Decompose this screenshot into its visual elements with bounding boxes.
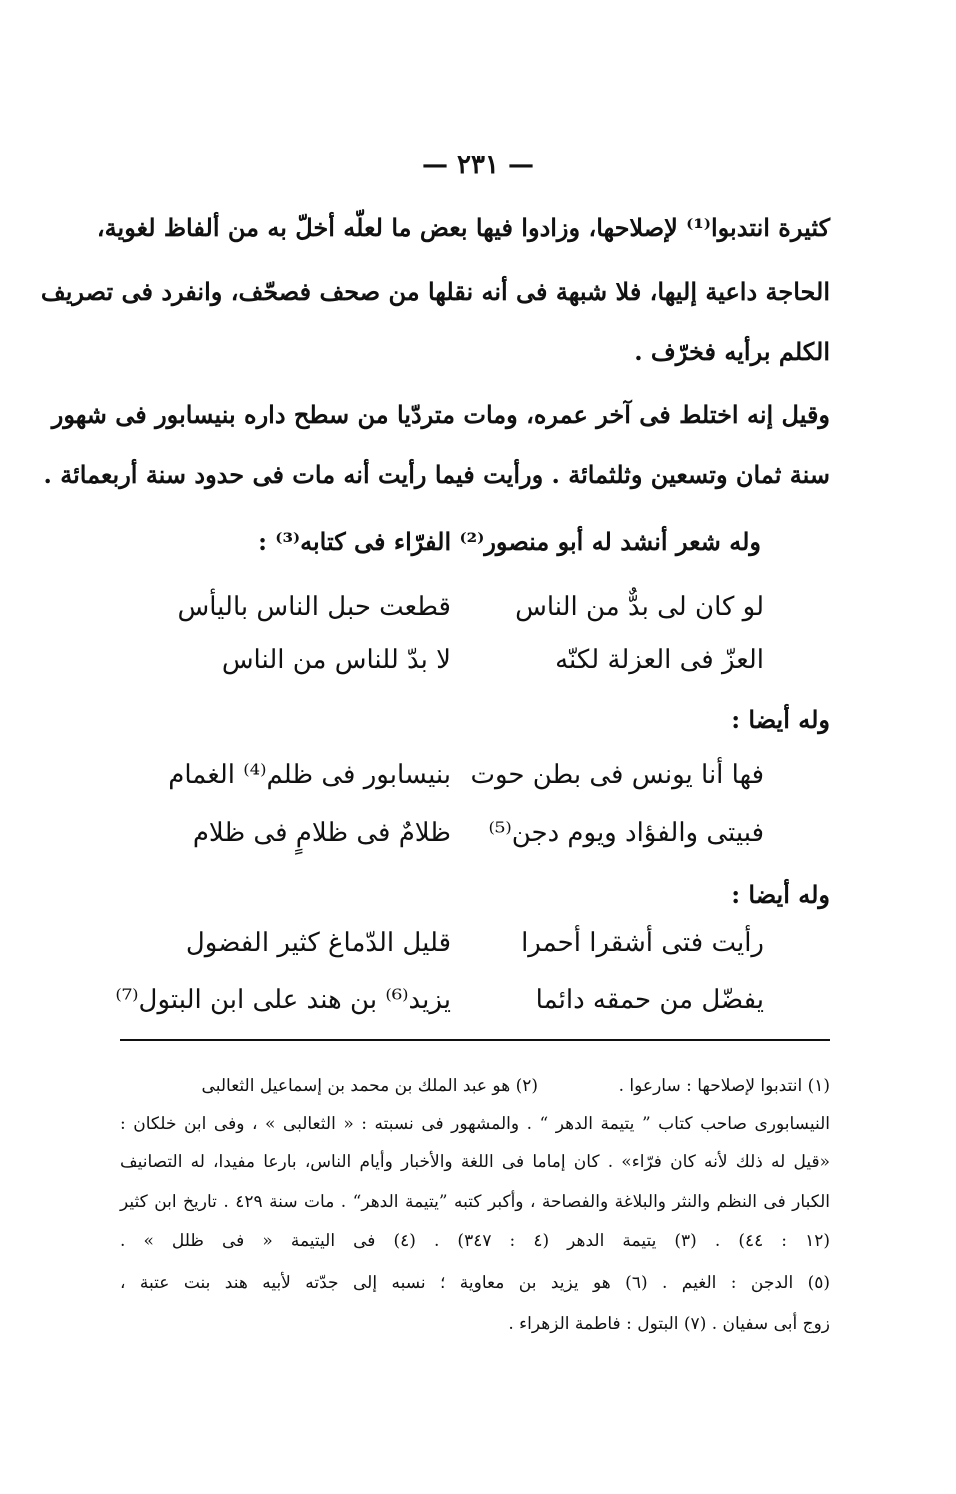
body-line-3: الكلم برأيه فخرّف . — [634, 337, 830, 366]
body-line-2: الحاجة داعية إليها، فلا شبهة فى أنه نقلها من صحف فصحّف، وانفرد فى تصريف — [40, 277, 830, 306]
verse-4-hemistich-2: ظلامٌ فى ظلامٍ فى ظلام — [192, 818, 451, 848]
footnote-divider — [120, 1039, 830, 1041]
footnote-line: الكبار فى النظم والنثر والبلاغة والفصاحة ، وأكبر كتبه ”يتيمة الدهر“ . مات سنة ٤٢٩ . تاريخ ابن كثير — [120, 1192, 830, 1212]
footnote-2-start: (٢) هو عبد الملك بن محمد بن إسماعيل الثعالبى — [201, 1076, 538, 1096]
verse-3-hemistich-2: بنيسابور فى ظلم⁽⁴⁾ الغمام — [168, 760, 451, 790]
page-number: — ٢٣١ — — [421, 150, 535, 180]
verse-1-hemistich-1: لو كان لى بدٌّ من الناس — [515, 592, 764, 622]
body-line-1: كثيرة انتدبوا⁽¹⁾ لإصلاحها، وزادوا فيها بعض ما لعلّه أخلّ به من ألفاظ لغوية، — [96, 213, 830, 242]
verse-1-hemistich-2: قطعت حبل الناس باليأس — [177, 592, 451, 622]
verse-3-hemistich-1: فها أنا يونس فى بطن حوت — [470, 760, 764, 790]
verse-6-hemistich-2: يزيد⁽⁶⁾ بن هند على ابن البتول⁽⁷⁾ — [115, 985, 451, 1015]
section-heading-2: وله أيضا : — [731, 705, 830, 734]
footnote-line: (٥) الدجن : الغيم . (٦) هو يزيد بن معاوية ؛ نسبه إلى جدّته لأبيه هند بنت عتبة ، — [120, 1273, 830, 1293]
verse-6-hemistich-1: يفضّل من حمقه دائما — [535, 985, 764, 1015]
footnote-line: زوج أبى سفيان . (٧) البتول : فاطمة الزهراء . — [508, 1314, 830, 1334]
verse-5-hemistich-1: رأيت فتى أشقرا أحمرا — [521, 928, 764, 958]
footnote-1: (١) انتدبوا لإصلاحها : سارعوا . — [618, 1076, 830, 1096]
verse-5-hemistich-2: قليل الدّماغ كثير الفضول — [185, 928, 451, 958]
body-line-4: وقيل إنه اختلط فى آخر عمره، ومات متردّيا من سطح داره بنيسابور فى شهور — [51, 400, 830, 429]
footnote-line: (١٢ : ٤٤) . (٣) يتيمة الدهر (٤ : ٣٤٧) . (٤) فى اليتيمة « فى ظلل » . — [120, 1231, 830, 1251]
footnote-line: «قيل له ذلك لأنه كان فرّاء» . كان إماما فى اللغة والأخبار وأيام الناس، بارعا مفيدا، له التصانيف — [120, 1152, 830, 1172]
verse-2-hemistich-2: لا بدّ للناس من الناس — [221, 645, 451, 675]
footnote-line: النيسابورى صاحب كتاب ” يتيمة الدهر “ . والمشهور فى نسبته : « الثعالبى » ، وفى ابن خلكان : — [120, 1114, 830, 1134]
verse-2-hemistich-1: العزّ فى العزلة لكنّه — [555, 645, 764, 675]
body-line-5: سنة ثمان وتسعين وثلثمائة . ورأيت فيما رأيت أنه مات فى حدود سنة أربعمائة . — [43, 460, 830, 489]
verse-4-hemistich-1: فبيتى والفؤاد ويوم دجن⁽⁵⁾ — [488, 818, 764, 848]
poem-intro: وله شعر أنشد له أبو منصور⁽²⁾ الفرّاء فى كتابه⁽³⁾ : — [258, 527, 761, 556]
section-heading-3: وله أيضا : — [731, 880, 830, 909]
